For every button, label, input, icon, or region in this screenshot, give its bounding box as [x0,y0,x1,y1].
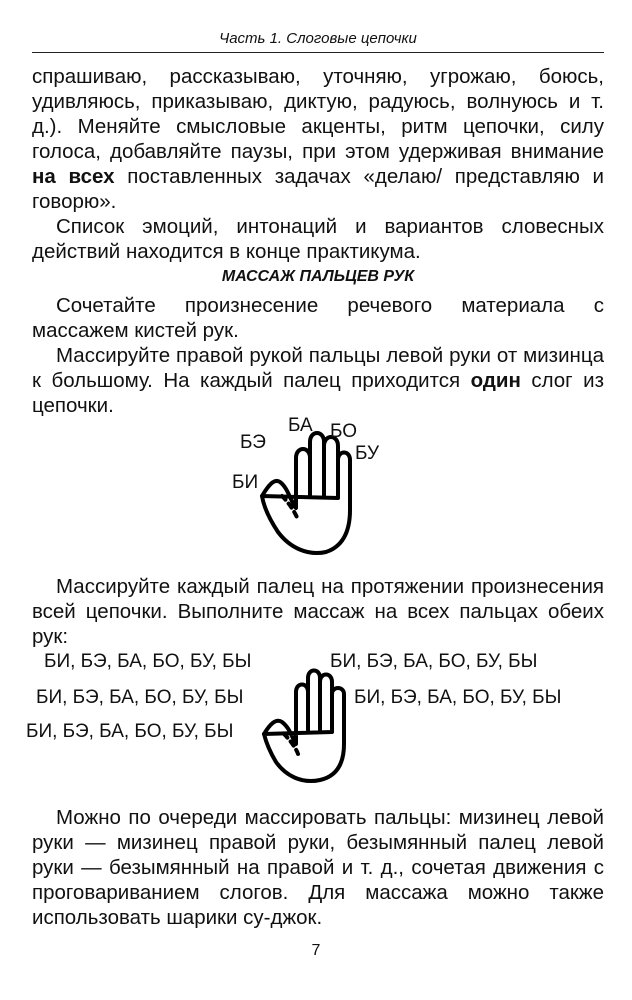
syllable-chain-right-1: БИ, БЭ, БА, БО, БУ, БЫ [330,651,538,672]
section-title: МАССАЖ ПАЛЬЦЕВ РУК [221,268,415,285]
paragraph-5-block [32,574,604,649]
paragraph-6-block [32,805,604,930]
finger-label-be: БЭ [240,432,266,453]
page-number: 7 [311,942,321,959]
paragraph-6: Можно по очереди массировать пальцы: мизинец левой руки — мизинец правой руки, безымянный палец левой руки — безымянный на правой и т. д., сочетая движения с проговариванием слогов. Для массажа можно также использовать шарики су-джок. [32,806,604,929]
section-body [32,293,604,418]
paragraph-3: Сочетайте произнесение речевого материала с массажем кистей рук. [32,294,604,342]
syllable-chain-right-2: БИ, БЭ, БА, БО, БУ, БЫ [354,687,562,708]
paragraph-4-text-end: слог из цепочки. [32,369,604,417]
syllable-chain-left-1: БИ, БЭ, БА, БО, БУ, БЫ [44,651,252,672]
paragraph-4-text: Массируйте правой рукой пальцы левой руки от мизинца к большому. На каждый палец приходится [32,344,604,392]
paragraph-4-bold: один [470,369,521,392]
paragraph-continuation [32,64,604,264]
paragraph-5: Массируйте каждый палец на протяжении произнесения всей цепочки. Выполните массаж на всех пальцах обеих рук: [32,575,604,648]
finger-label-bo: БО [330,421,358,442]
paragraph-2: Список эмоций, интонаций и вариантов словесных действий находится в конце практикума. [32,215,604,263]
paragraph-1-text-end: поставленных задачах «делаю/ представляю и говорю». [32,165,604,213]
finger-label-bu: БУ [355,443,380,464]
paragraph-1-bold: на всех [32,165,115,188]
header-rule [32,52,604,53]
syllable-chain-left-2: БИ, БЭ, БА, БО, БУ, БЫ [36,687,244,708]
paragraph-1-text: спрашиваю, рассказываю, уточняю, угрожаю, боюсь, удивляюсь, приказываю, диктую, радуюсь, волнуюсь и т. д.). Меняйте смысловые акценты, ритм цепочки, силу голоса, добавляйте паузы, при этом удерживая внимание [32,65,604,163]
finger-label-ba: БА [288,415,313,436]
running-header: Часть 1. Слоговые цепочки [219,30,417,47]
finger-label-bi: БИ [232,472,259,493]
syllable-chain-left-3: БИ, БЭ, БА, БО, БУ, БЫ [26,721,234,742]
